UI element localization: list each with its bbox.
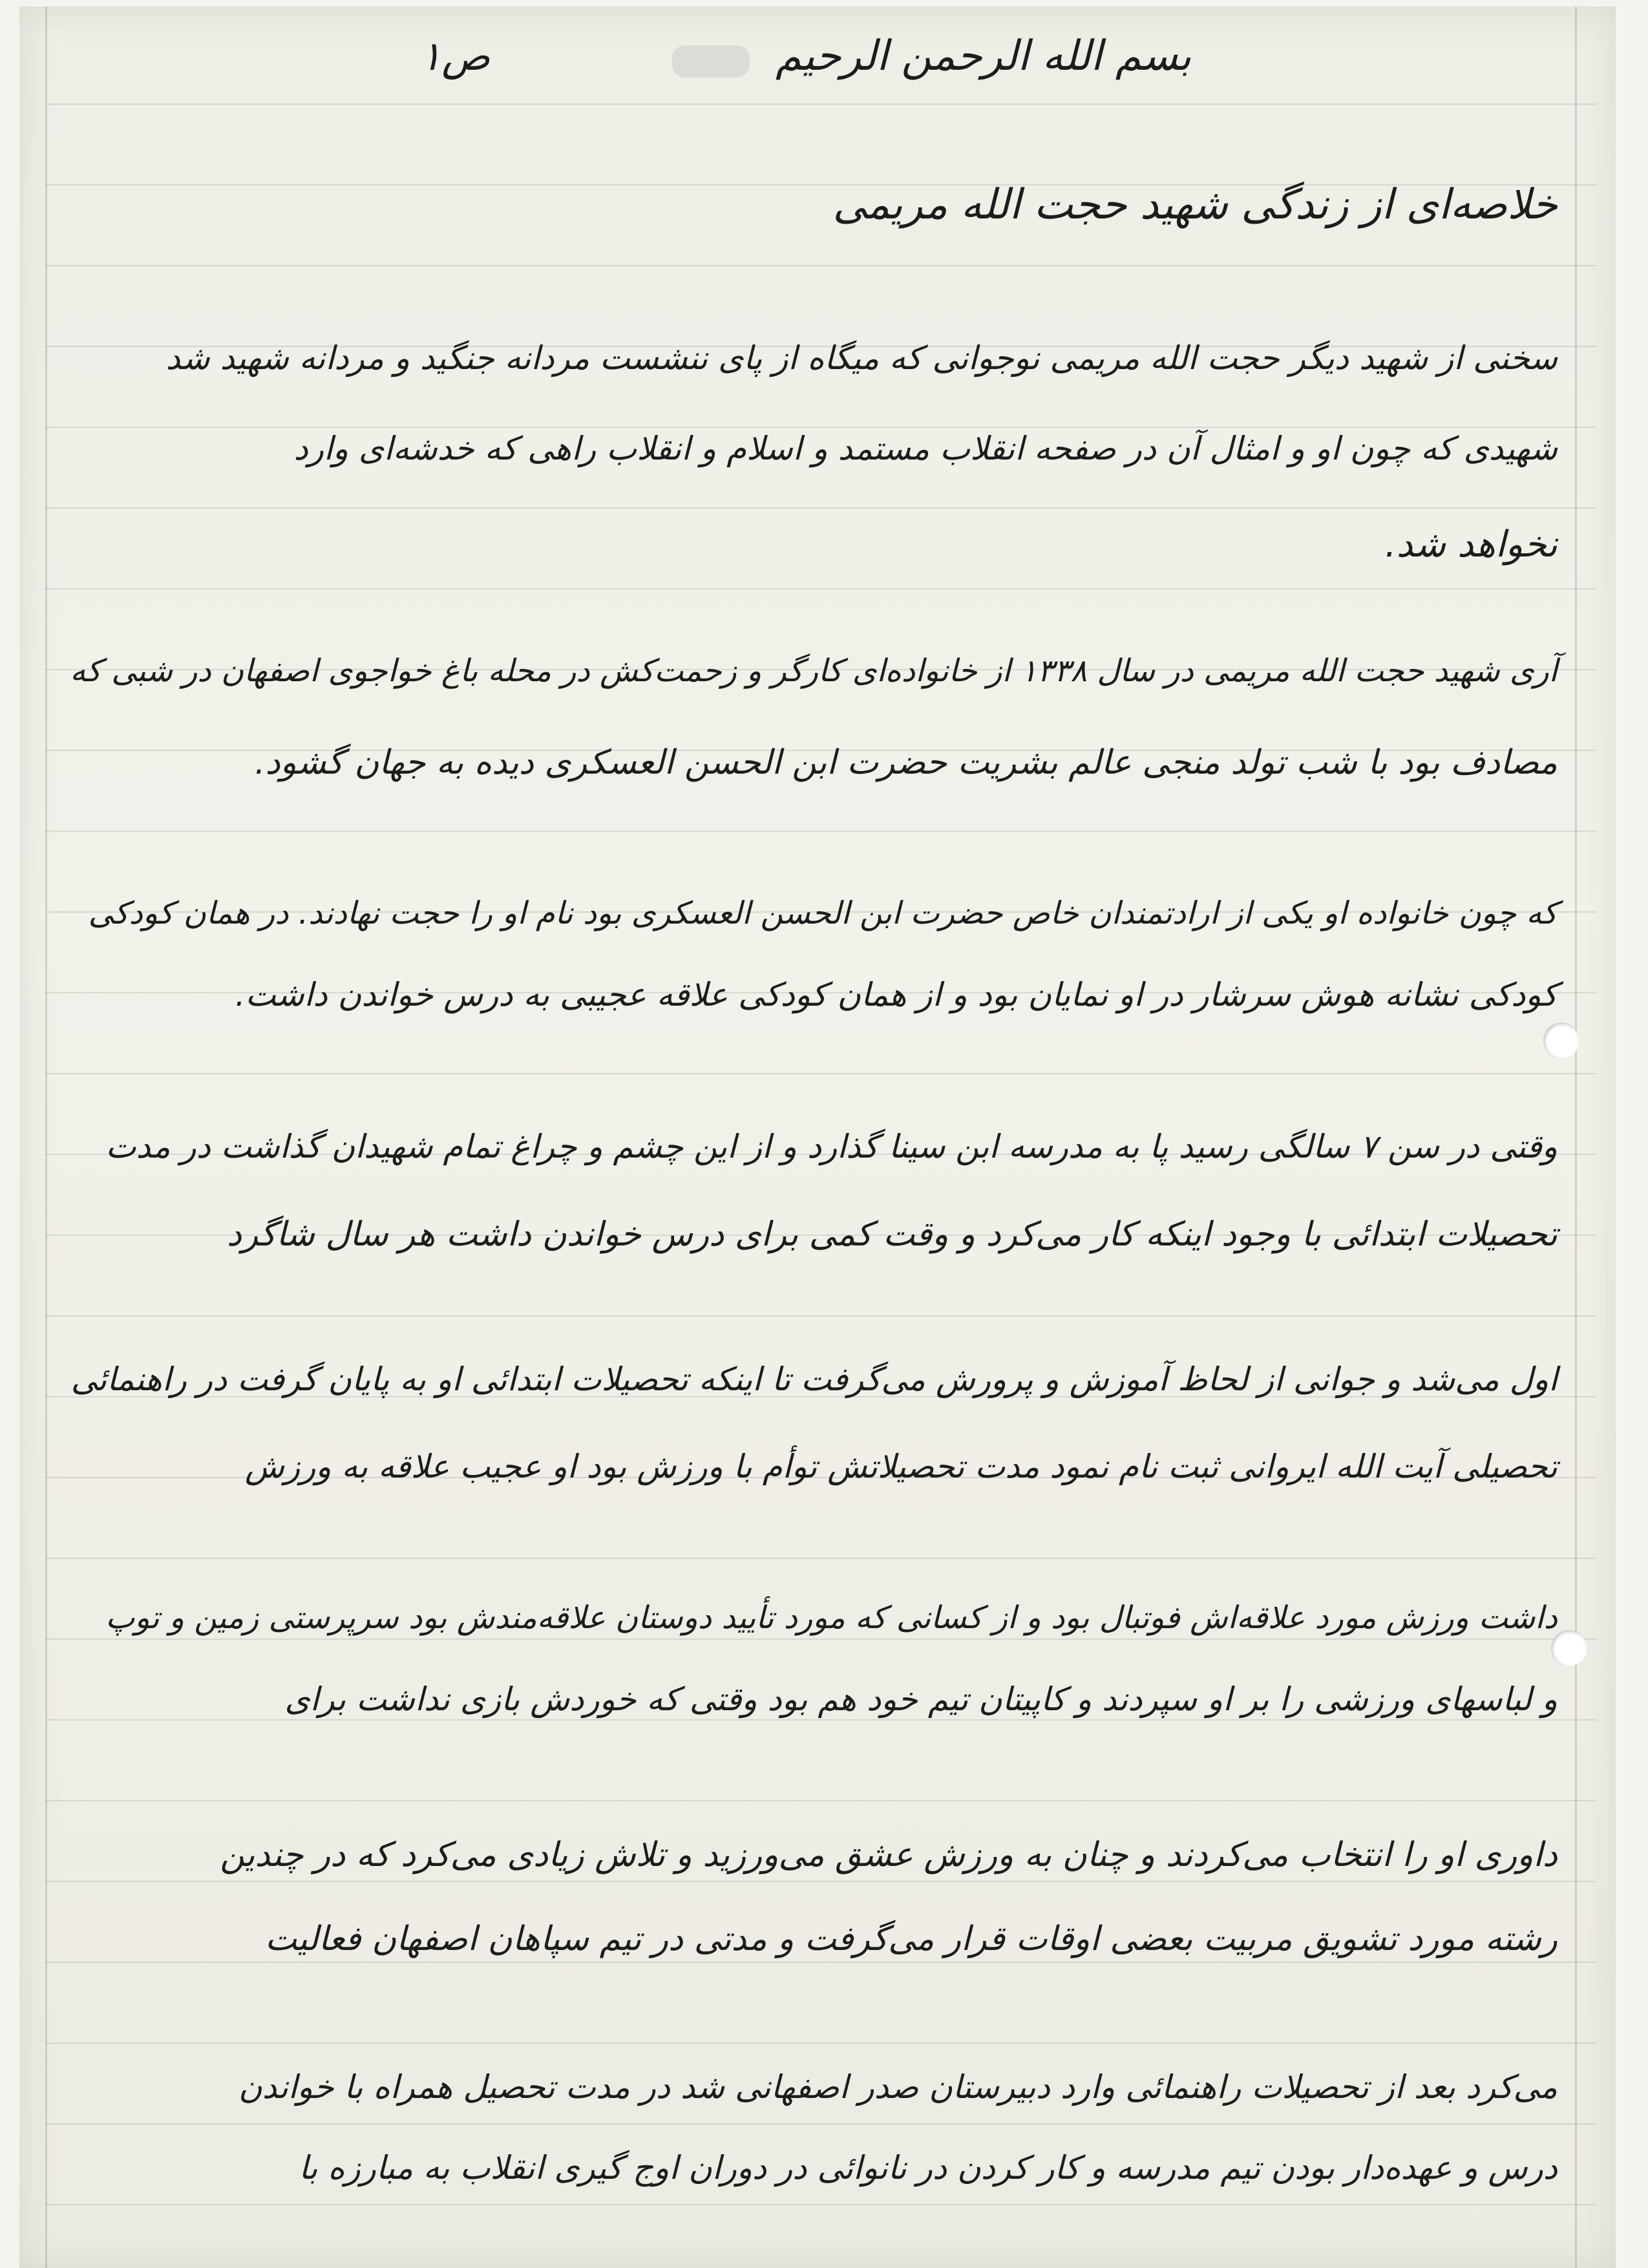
punch-hole [1543, 1023, 1579, 1059]
document-title: خلاصه‌ای از زندگی شهید حجت الله مریمی [832, 181, 1558, 229]
ruled-line [45, 1315, 1596, 1317]
text-line: شهیدی که چون او و امثال آن در صفحه انقلاب مستمد و اسلام و انقلاب راهی که خدشه‌ای وارد [293, 430, 1558, 467]
ruled-line [45, 2123, 1596, 2125]
ruled-line [45, 1800, 1596, 1801]
faded-stamp [672, 45, 750, 78]
right-margin-line [1575, 6, 1577, 2268]
text-line: و لباسهای ورزشی را بر او سپردند و کاپیتان تیم خود هم بود وقتی که خوردش بازی نداشت برای [284, 1680, 1558, 1718]
punch-hole [1551, 1630, 1587, 1666]
text-line: نخواهد شد. [1384, 524, 1558, 566]
ruled-line [45, 831, 1596, 832]
ruled-line [45, 1719, 1596, 1721]
text-line: وقتی در سن ۷ سالگی رسید پا به مدرسه ابن سینا گذارد و از این چشم و چراغ تمام شهیدان گذاشت در مدت [105, 1128, 1558, 1165]
ruled-line [45, 2204, 1596, 2205]
page-number: ص۱ [420, 32, 491, 79]
ruled-line [45, 427, 1596, 428]
left-margin-line [45, 6, 47, 2268]
ruled-line [45, 1881, 1596, 1882]
ruled-line [45, 2042, 1596, 2044]
ruled-line [45, 1638, 1596, 1640]
paper-sheet [19, 6, 1616, 2268]
text-line: داوری او را انتخاب می‌کردند و چنان به ورزش عشق می‌ورزید و تلاش زیادی می‌کرد که در چندین [220, 1836, 1558, 1874]
text-line: تحصیلات ابتدائی با وجود اینکه کار می‌کرد و وقت کمی برای درس خواندن داشت هر سال شاگرد [226, 1215, 1558, 1254]
text-line: سخنی از شهید دیگر حجت الله مریمی نوجوانی که میگاه از پای ننشست مردانه جنگید و مردانه شهید شد [165, 339, 1558, 377]
ruled-line [45, 265, 1596, 266]
text-line: آری شهید حجت الله مریمی در سال ۱۳۳۸ از خانواده‌ای کارگر و زحمت‌کش در محله باغ خواجوی اصفهان در شبی که [70, 653, 1558, 689]
text-line: رشته مورد تشویق مربیت بعضی اوقات قرار می‌گرفت و مدتی در تیم سپاهان اصفهان فعالیت [265, 1920, 1558, 1958]
text-line: که چون خانواده او یکی از ارادتمندان خاص حضرت ابن الحسن العسکری بود نام او را حجت نهادند. در همان کودکی [88, 895, 1558, 931]
text-line: داشت ورزش مورد علاقه‌اش فوتبال بود و از کسانی که مورد تأیید دوستان علاقه‌مندش بود سرپرستی زمین و توپ [105, 1600, 1558, 1636]
text-line: درس و عهده‌دار بودن تیم مدرسه و کار کردن در نانوائی در دوران اوج گیری انقلاب به مبارزه با [299, 2149, 1558, 2187]
text-line: مصادف بود با شب تولد منجی عالم بشریت حضرت ابن الحسن العسکری دیده به جهان گشود. [254, 743, 1558, 782]
ruled-line [45, 1073, 1596, 1074]
ruled-line [45, 1558, 1596, 1559]
ruled-line [45, 103, 1596, 105]
ruled-line [45, 588, 1596, 589]
text-line: اول می‌شد و جوانی از لحاظ آموزش و پرورش می‌گرفت تا اینکه تحصیلات ابتدائی او به پایان گرفت در راهنمائی [70, 1361, 1558, 1398]
text-line: می‌کرد بعد از تحصیلات راهنمائی وارد دبیرستان صدر اصفهانی شد در مدت تحصیل همراه با خواندن [238, 2068, 1558, 2106]
text-line: کودکی نشانه هوش سرشار در او نمایان بود و از همان کودکی علاقه عجیبی به درس خواندن داشت. [235, 976, 1558, 1013]
heading-basmala: بسم الله الرحمن الرحیم [776, 32, 1192, 80]
ruled-line [45, 507, 1596, 509]
text-line: تحصیلی آیت الله ایروانی ثبت نام نمود مدت تحصیلاتش توأم با ورزش بود او عجیب علاقه به ورزش [245, 1448, 1558, 1485]
ruled-line [45, 1962, 1596, 1963]
